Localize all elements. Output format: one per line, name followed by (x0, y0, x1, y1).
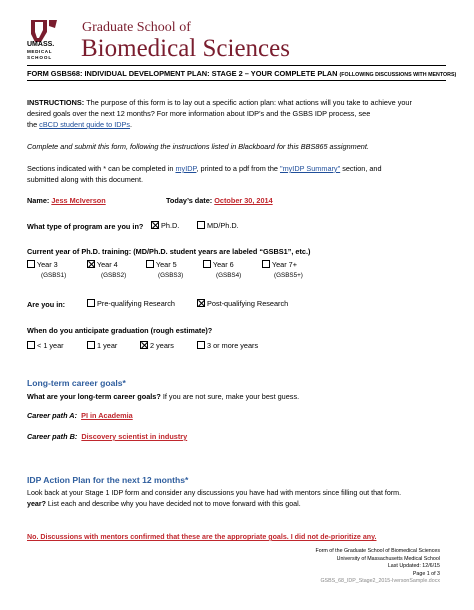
year-option-label: Year 7+ (271, 260, 297, 269)
date-label: Today’s date: (166, 196, 215, 205)
year-code: (GSBS4) (216, 272, 242, 279)
career-path-a-label: Career path A: (27, 411, 78, 420)
year-question: Current year of Ph.D. training: (MD/Ph.D. student years are labeled “GSBS1”, etc.) (27, 247, 311, 256)
instructions-label: INSTRUCTIONS: (27, 98, 85, 107)
year-option-label: Year 6 (212, 260, 234, 269)
program-option-phd[interactable] (151, 221, 179, 230)
umass-logo (27, 18, 73, 61)
myidp-summary-link[interactable]: "myIDP Summary" (279, 164, 341, 173)
graduation-option-label: 3 or more years (207, 341, 259, 350)
form-title (27, 69, 456, 78)
checkbox-icon[interactable] (27, 260, 35, 268)
checkbox-icon[interactable] (197, 221, 205, 229)
idp-answer[interactable]: No. Discussions with mentors confirmed that these are the appropriate goals. I did not de-prioritize any. (27, 533, 377, 541)
checkbox-checked-icon[interactable] (87, 260, 95, 268)
idp-answer-row (27, 532, 377, 543)
program-option-label: Ph.D. (161, 221, 180, 230)
name-label: Name: (27, 196, 52, 205)
logo-line-medical: MEDICAL (27, 48, 53, 54)
idp-heading: IDP Action Plan for the next 12 months* (27, 475, 189, 485)
program-option-mdphd[interactable] (197, 221, 239, 230)
sections-note (27, 163, 382, 185)
year-option-label: Year 3 (36, 260, 58, 269)
footer-filename: GSBS_68_IDP_Stage2_2015-IversonSample.docx (320, 578, 440, 585)
checkbox-checked-icon[interactable] (140, 341, 148, 349)
year-option-label: Year 4 (96, 260, 118, 269)
stage-option-pre[interactable] (87, 299, 175, 308)
footer (315, 548, 440, 586)
instructions (27, 97, 412, 130)
checkbox-icon[interactable] (87, 299, 95, 307)
header-rule-bottom (27, 80, 446, 81)
name-value[interactable]: Jess McIverson (51, 196, 106, 205)
career-path-b-label: Career path B: (27, 432, 78, 441)
graduation-option-label: 1 year (97, 341, 118, 350)
career-path-b-value[interactable]: Discovery scientist in industry (81, 432, 188, 441)
career-path-b (27, 431, 187, 442)
stage-question: Are you in: (27, 300, 66, 309)
career-question-rest: If you are not sure, make your best guess. (160, 392, 300, 401)
idp-line1: Look back at your Stage 1 IDP form and consider any discussions you have had with mentors since filling out that form. (27, 489, 402, 497)
year-option-4[interactable] (87, 260, 118, 269)
sections-note-b: , printed to a pdf from the (196, 164, 280, 173)
program-question: What type of program are you in? (27, 222, 144, 231)
year-code: (GSBS2) (101, 272, 127, 279)
graduation-option-2[interactable] (140, 341, 174, 350)
footer-line2: University of Massachusetts Medical School (336, 555, 440, 562)
checkbox-icon[interactable] (146, 260, 154, 268)
year-code: (GSBS1) (41, 272, 67, 279)
footer-line1: Form of the Graduate School of Biomedical Sciences (315, 548, 440, 554)
instructions-line1: The purpose of this form is to lay out a specific action plan: what actions will you take to achieve your (86, 98, 412, 107)
checkbox-icon[interactable] (203, 260, 211, 268)
graduation-option-lt1[interactable] (27, 341, 64, 350)
checkbox-checked-icon[interactable] (197, 299, 205, 307)
header-rule-top (27, 65, 446, 66)
graduation-question: When do you anticipate graduation (rough estimate)? (27, 326, 213, 335)
year-option-7plus[interactable] (262, 260, 297, 269)
footer-page: Page 1 of 3 (412, 570, 440, 577)
career-question-bold: What are your long-term career goals? (27, 392, 161, 401)
form-title-main: FORM GSBS68: INDIVIDUAL DEVELOPMENT PLAN: STAGE 2 – YOUR COMPLETE PLAN (27, 69, 338, 78)
complete-note: Complete and submit this form, following the instructions listed in Blackboard for this BBS865 assignment. (27, 142, 369, 151)
checkbox-icon[interactable] (27, 341, 35, 349)
stage-option-label: Post-qualifying Research (207, 299, 289, 308)
logo-line-umass: UMASS. (27, 41, 55, 48)
sections-note-a: Sections indicated with * can be completed in (27, 164, 176, 173)
checkbox-checked-icon[interactable] (151, 221, 159, 229)
year-option-3[interactable] (27, 260, 58, 269)
stage-option-post[interactable] (197, 299, 288, 308)
name-row (27, 195, 106, 206)
graduation-option-label: < 1 year (37, 341, 64, 350)
date-row (166, 195, 273, 206)
graduation-option-3plus[interactable] (197, 341, 258, 350)
department-name: Biomedical Sciences (81, 35, 290, 62)
date-value[interactable]: October 30, 2014 (214, 196, 273, 205)
idp-line3-rest: List each and describe why you have decided not to move forward with this goal. (45, 500, 301, 508)
idp-body (27, 488, 401, 510)
checkbox-icon[interactable] (197, 341, 205, 349)
career-question (27, 391, 299, 402)
career-path-a-value[interactable]: PI in Academia (81, 411, 133, 420)
graduation-option-label: 2 years (150, 341, 174, 350)
idp-guide-link[interactable]: cBCD student guide to IDPs (39, 120, 131, 129)
year-code: (GSBS5+) (274, 272, 303, 279)
sections-note-line2: submitted along with this document. (27, 175, 144, 184)
year-option-6[interactable] (203, 260, 234, 269)
stage-option-label: Pre-qualifying Research (97, 299, 175, 308)
instructions-line3-prefix: the (27, 120, 40, 129)
instructions-line3-suffix: . (130, 120, 133, 129)
program-option-label: MD/Ph.D. (207, 221, 239, 230)
graduation-option-1[interactable] (87, 341, 117, 350)
career-path-a (27, 410, 133, 421)
checkbox-icon[interactable] (87, 341, 95, 349)
year-option-5[interactable] (146, 260, 177, 269)
year-option-label: Year 5 (155, 260, 177, 269)
logo-line-school: SCHOOL (27, 55, 53, 60)
checkbox-icon[interactable] (262, 260, 270, 268)
idp-line3-bold: year? (27, 500, 46, 508)
sections-note-c: section, and (340, 164, 382, 173)
instructions-line2: desired goals over the next 12 months? For more information about IDP’s and the GSBS IDP process, see (27, 109, 371, 118)
school-name: Graduate School of (82, 20, 191, 35)
year-code: (GSBS3) (158, 272, 184, 279)
form-title-note: (FOLLOWING DISCUSSIONS WITH MENTORS) (339, 72, 457, 78)
career-heading: Long-term career goals* (27, 378, 126, 388)
footer-line3: Last Updated: 12/6/15 (387, 563, 440, 570)
myidp-link[interactable]: myIDP (175, 164, 197, 173)
